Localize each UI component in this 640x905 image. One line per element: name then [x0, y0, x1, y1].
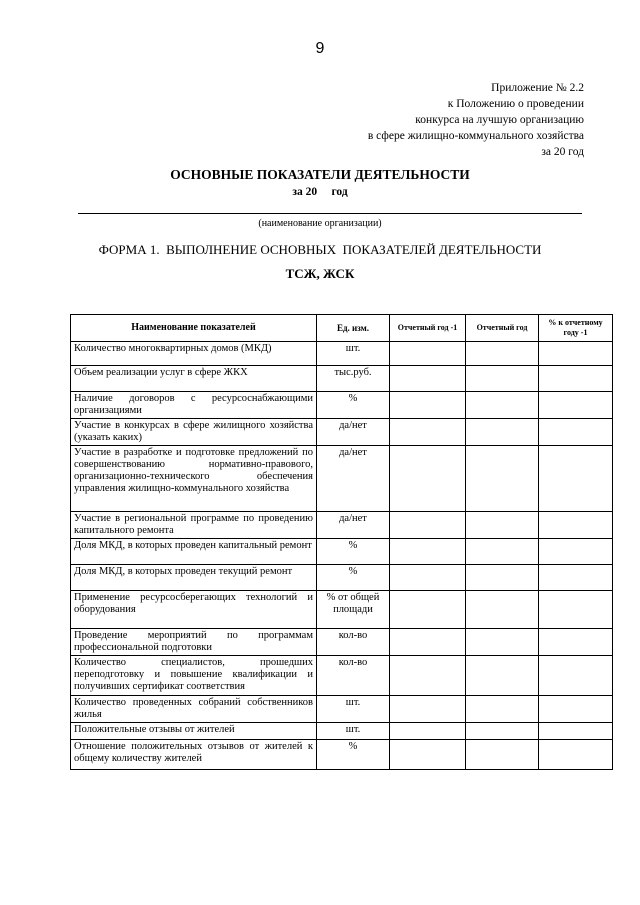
table-header-row	[71, 315, 613, 342]
table-row	[71, 446, 613, 512]
report-year-cell[interactable]	[466, 656, 539, 696]
table-row	[71, 512, 613, 539]
report-year-cell[interactable]	[466, 740, 539, 770]
header-unit: Ед. изм.	[317, 315, 390, 342]
report-year-cell[interactable]	[466, 591, 539, 629]
prev-year-cell[interactable]	[390, 723, 466, 740]
report-year-cell[interactable]	[466, 539, 539, 565]
prev-year-cell[interactable]	[390, 366, 466, 392]
percent-cell[interactable]	[539, 419, 613, 446]
indicator-name-cell: Отношение положительных отзывов от жителей к общему количеству жителей	[71, 740, 317, 770]
document-title: ОСНОВНЫЕ ПОКАЗАТЕЛИ ДЕЯТЕЛЬНОСТИ	[170, 167, 470, 182]
table-row	[71, 366, 613, 392]
indicator-name-cell: Количество проведенных собраний собственников жилья	[71, 696, 317, 723]
indicator-name-cell: Количество многоквартирных домов (МКД)	[71, 342, 317, 366]
prev-year-cell[interactable]	[390, 565, 466, 591]
header-prev-year: Отчетный год -1	[390, 315, 466, 342]
unit-cell: да/нет	[317, 512, 390, 539]
prev-year-cell[interactable]	[390, 656, 466, 696]
table-row	[71, 565, 613, 591]
table-row	[71, 696, 613, 723]
percent-cell[interactable]	[539, 723, 613, 740]
header-percent: % к отчетному году -1	[539, 315, 613, 342]
unit-cell: %	[317, 539, 390, 565]
report-year-cell[interactable]	[466, 629, 539, 656]
form-title: ФОРМА 1. ВЫПОЛНЕНИЕ ОСНОВНЫХ ПОКАЗАТЕЛЕЙ ДЕЯТЕЛЬНОСТИ	[98, 242, 542, 257]
prev-year-cell[interactable]	[390, 446, 466, 512]
appendix-line: конкурса на лучшую организацию	[415, 114, 584, 126]
prev-year-cell[interactable]	[390, 392, 466, 419]
unit-cell: %	[317, 565, 390, 591]
indicator-name-cell: Количество специалистов, прошедших переподготовку и повышение квалификации и получивших сертификат соответствия	[71, 656, 317, 696]
prev-year-cell[interactable]	[390, 740, 466, 770]
header-indicator-name: Наименование показателей	[71, 315, 317, 342]
unit-cell: %	[317, 740, 390, 770]
report-year-cell[interactable]	[466, 446, 539, 512]
percent-cell[interactable]	[539, 629, 613, 656]
indicator-name-cell: Объем реализации услуг в сфере ЖКХ	[71, 366, 317, 392]
indicator-name-cell: Участие в разработке и подготовке предложений по совершенствованию нормативно-правового, организационно-технического обеспечения управления жилищно-коммунального хозяйства	[71, 446, 317, 512]
table-row	[71, 539, 613, 565]
indicator-name-cell: Доля МКД, в которых проведен текущий ремонт	[71, 565, 317, 591]
indicator-name-cell: Положительные отзывы от жителей	[71, 723, 317, 740]
percent-cell[interactable]	[539, 366, 613, 392]
prev-year-cell[interactable]	[390, 591, 466, 629]
report-year-cell[interactable]	[466, 366, 539, 392]
table-row	[71, 419, 613, 446]
indicator-name-cell: Применение ресурсосберегающих технологий и оборудования	[71, 591, 317, 629]
percent-cell[interactable]	[539, 539, 613, 565]
unit-cell: да/нет	[317, 446, 390, 512]
percent-cell[interactable]	[539, 656, 613, 696]
form-subtitle: ТСЖ, ЖСК	[285, 266, 355, 281]
document-year: за 20 год	[292, 186, 348, 198]
report-year-cell[interactable]	[466, 696, 539, 723]
report-year-cell[interactable]	[466, 565, 539, 591]
organization-name-line	[78, 213, 582, 214]
percent-cell[interactable]	[539, 565, 613, 591]
prev-year-cell[interactable]	[390, 512, 466, 539]
organization-caption: (наименование организации)	[258, 218, 382, 229]
unit-cell: тыс.руб.	[317, 366, 390, 392]
prev-year-cell[interactable]	[390, 696, 466, 723]
percent-cell[interactable]	[539, 512, 613, 539]
report-year-cell[interactable]	[466, 419, 539, 446]
prev-year-cell[interactable]	[390, 419, 466, 446]
report-year-cell[interactable]	[466, 723, 539, 740]
indicator-name-cell: Участие в региональной программе по проведению капитального ремонта	[71, 512, 317, 539]
prev-year-cell[interactable]	[390, 342, 466, 366]
unit-cell: да/нет	[317, 419, 390, 446]
appendix-line: Приложение № 2.2	[491, 82, 584, 94]
percent-cell[interactable]	[539, 591, 613, 629]
report-year-cell[interactable]	[466, 342, 539, 366]
table-row	[71, 629, 613, 656]
unit-cell: кол-во	[317, 629, 390, 656]
prev-year-cell[interactable]	[390, 629, 466, 656]
unit-cell: шт.	[317, 696, 390, 723]
appendix-line: к Положению о проведении	[447, 98, 584, 110]
report-year-cell[interactable]	[466, 512, 539, 539]
table-row	[71, 591, 613, 629]
table-row	[71, 656, 613, 696]
table-body	[71, 342, 613, 770]
appendix-block	[368, 80, 584, 160]
table-row	[71, 392, 613, 419]
table-row	[71, 342, 613, 366]
table-row	[71, 740, 613, 770]
appendix-line: за 20 год	[541, 146, 584, 158]
unit-cell: кол-во	[317, 656, 390, 696]
header-report-year: Отчетный год	[466, 315, 539, 342]
percent-cell[interactable]	[539, 392, 613, 419]
unit-cell: %	[317, 392, 390, 419]
indicators-table	[70, 314, 613, 770]
unit-cell: шт.	[317, 723, 390, 740]
prev-year-cell[interactable]	[390, 539, 466, 565]
indicator-name-cell: Наличие договоров с ресурсоснабжающими организациями	[71, 392, 317, 419]
indicator-name-cell: Доля МКД, в которых проведен капитальный ремонт	[71, 539, 317, 565]
unit-cell: шт.	[317, 342, 390, 366]
page-number: 9	[315, 40, 325, 57]
indicator-name-cell: Проведение мероприятий по программам профессиональной подготовки	[71, 629, 317, 656]
report-year-cell[interactable]	[466, 392, 539, 419]
percent-cell[interactable]	[539, 740, 613, 770]
percent-cell[interactable]	[539, 342, 613, 366]
table-row	[71, 723, 613, 740]
indicator-name-cell: Участие в конкурсах в сфере жилищного хозяйства (указать каких)	[71, 419, 317, 446]
percent-cell[interactable]	[539, 696, 613, 723]
percent-cell[interactable]	[539, 446, 613, 512]
unit-cell: % от общей площади	[317, 591, 390, 629]
appendix-line: в сфере жилищно-коммунального хозяйства	[367, 130, 584, 142]
